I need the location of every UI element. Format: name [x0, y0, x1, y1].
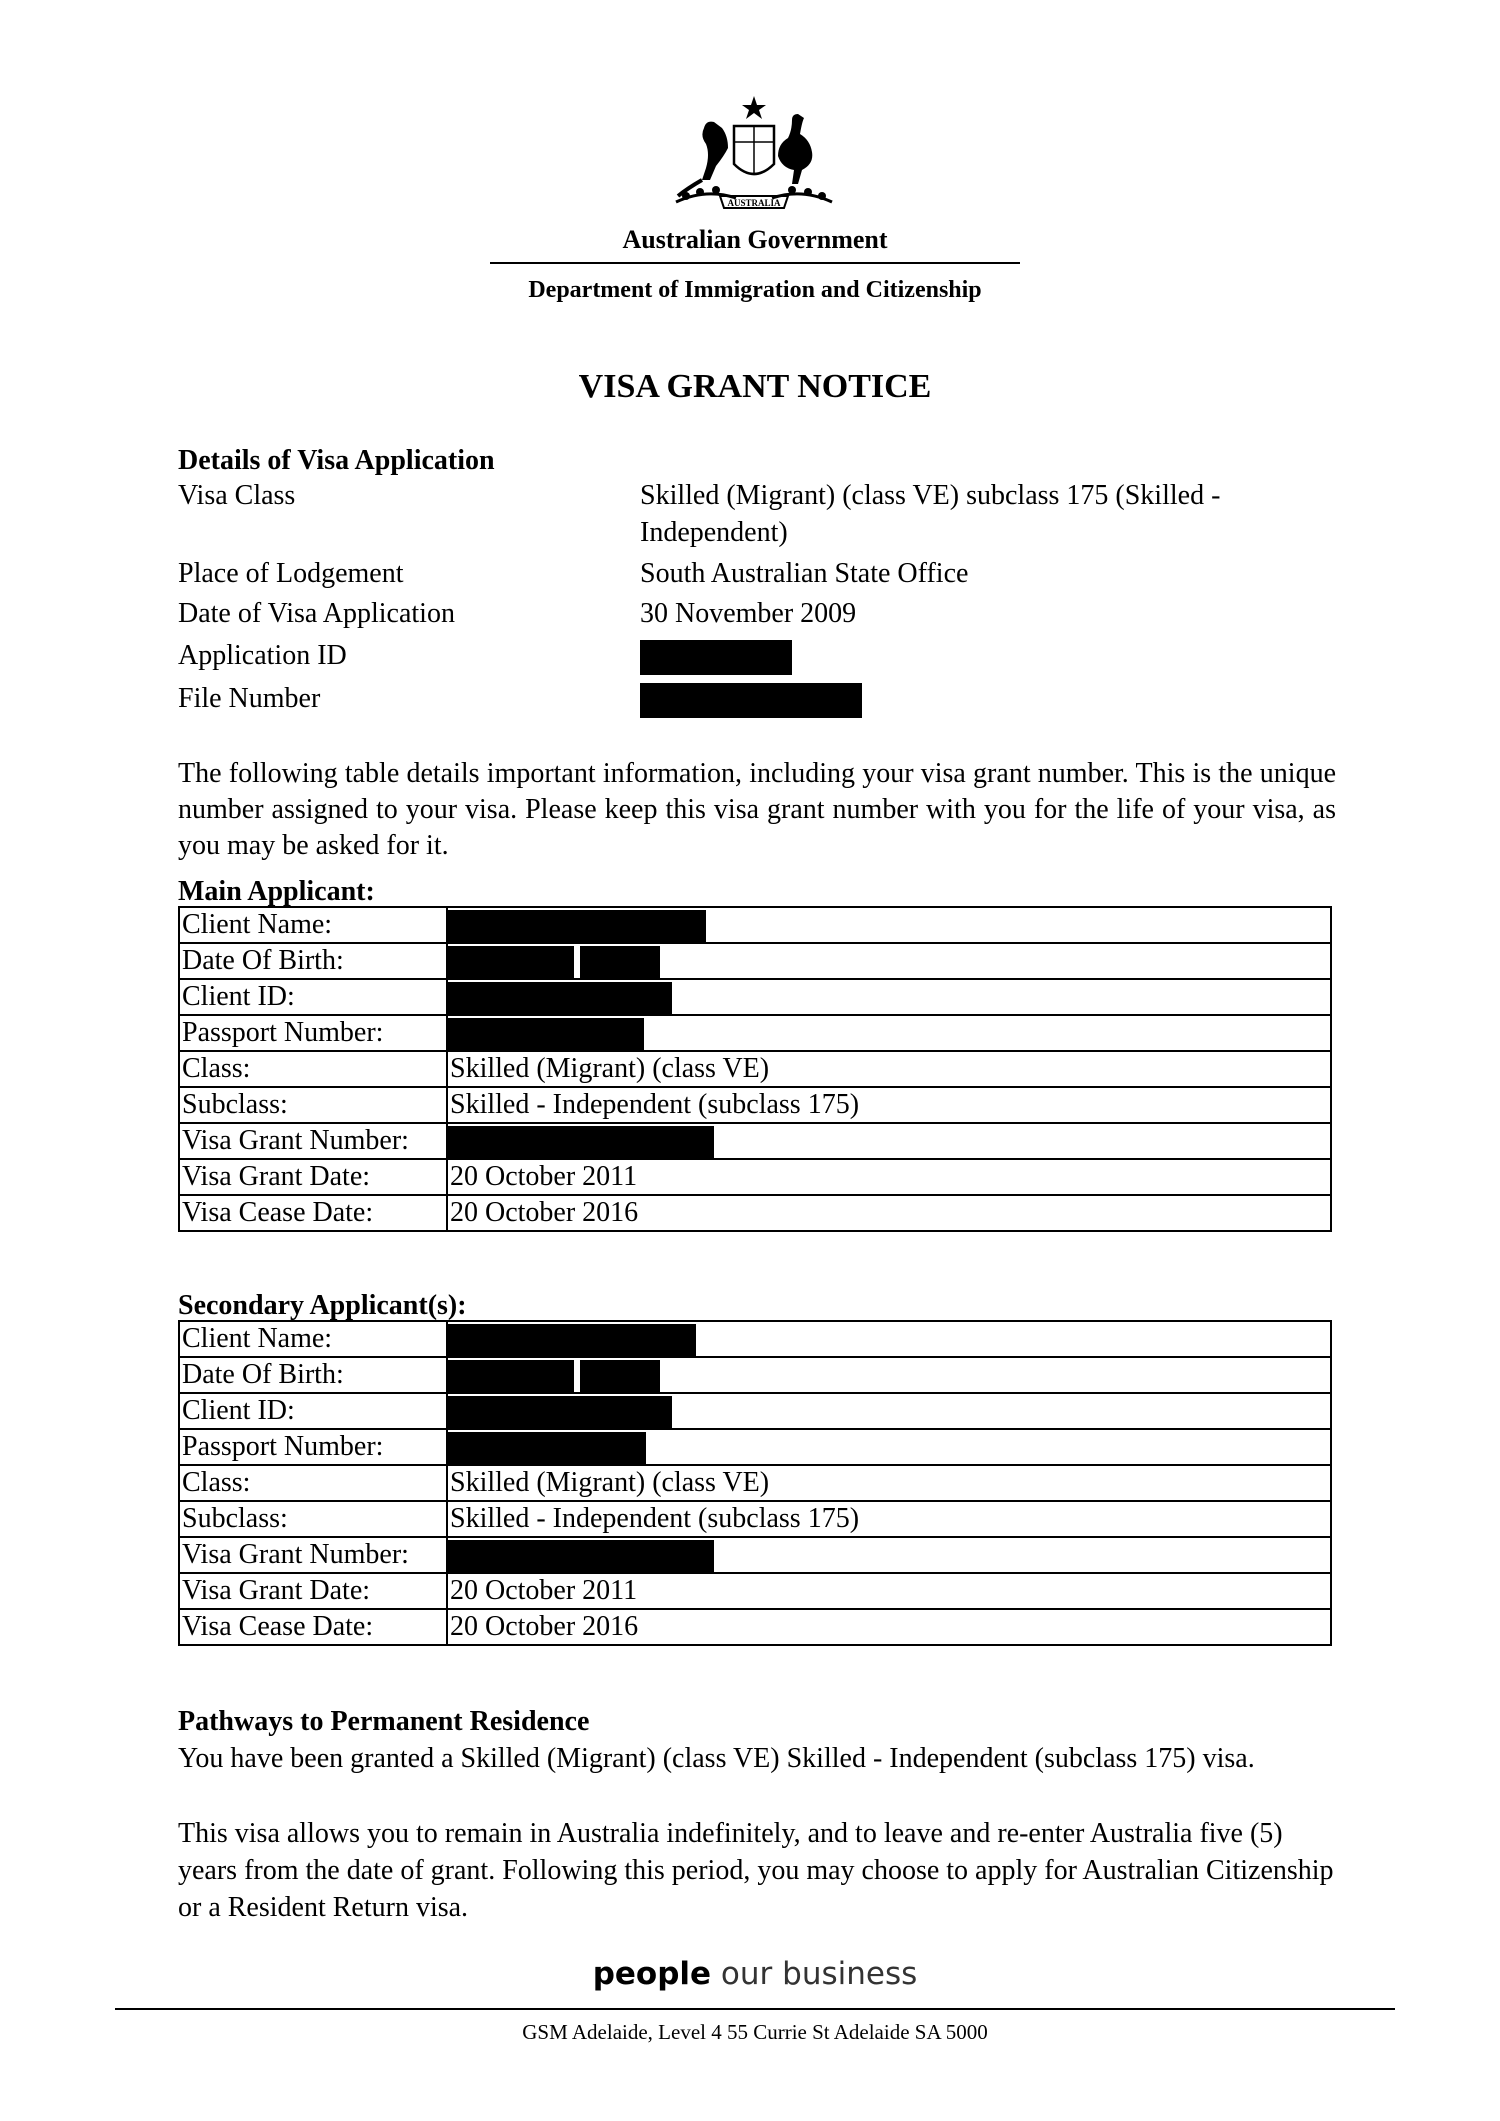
file-number-label: File Number — [178, 683, 321, 714]
redaction-block — [448, 1396, 672, 1428]
table-row — [179, 1087, 1331, 1123]
grant-date-label: Visa Grant Date: — [179, 1573, 447, 1609]
grant-date-value: 20 October 2011 — [447, 1573, 1331, 1609]
application-id-label: Application ID — [178, 640, 347, 671]
redaction-block — [580, 1360, 660, 1392]
coat-of-arms-icon — [666, 92, 842, 228]
table-row — [179, 1321, 1331, 1357]
grant-date-label: Visa Grant Date: — [179, 1159, 447, 1195]
redaction-block — [448, 946, 574, 978]
client-id-label: Client ID: — [179, 1393, 447, 1429]
redaction-block — [448, 982, 672, 1014]
tagline-light: our business — [711, 1956, 918, 1992]
table-row — [179, 1357, 1331, 1393]
crest-banner-text: AUSTRALIA — [727, 198, 781, 208]
redaction-block — [580, 946, 660, 978]
table-row — [179, 1573, 1331, 1609]
secondary-applicant-heading: Secondary Applicant(s): — [178, 1290, 467, 1321]
table-row — [179, 1609, 1331, 1645]
redaction-block — [448, 1018, 644, 1050]
redaction-block — [448, 1126, 714, 1158]
cease-date-value: 20 October 2016 — [447, 1609, 1331, 1645]
grant-date-value: 20 October 2011 — [447, 1159, 1331, 1195]
subclass-value: Skilled - Independent (subclass 175) — [447, 1087, 1331, 1123]
dob-label: Date Of Birth: — [179, 943, 447, 979]
grant-number-label: Visa Grant Number: — [179, 1537, 447, 1573]
table-row — [179, 979, 1331, 1015]
department-name: Department of Immigration and Citizenship — [528, 277, 982, 303]
client-name-value — [447, 907, 1331, 943]
file-number-redaction — [640, 683, 862, 718]
table-row — [179, 1015, 1331, 1051]
passport-value — [447, 1429, 1331, 1465]
dob-value — [447, 1357, 1331, 1393]
client-name-label: Client Name: — [179, 907, 447, 943]
dob-value — [447, 943, 1331, 979]
table-row — [179, 1501, 1331, 1537]
class-label: Class: — [179, 1465, 447, 1501]
cease-date-label: Visa Cease Date: — [179, 1195, 447, 1231]
redaction-block — [448, 1432, 646, 1464]
lodgement-label: Place of Lodgement — [178, 558, 404, 589]
intro-paragraph: The following table details important information, including your visa grant number. This is the unique number assigned to your visa. Please keep this visa grant number with you for the life of your visa, as you may be asked for it. — [178, 758, 1336, 861]
pathways-paragraph-1: You have been granted a Skilled (Migrant) (class VE) Skilled - Independent (subclass 175) visa. — [178, 1743, 1255, 1774]
table-row — [179, 1051, 1331, 1087]
footer-tagline — [0, 1956, 1500, 1992]
dob-label: Date Of Birth: — [179, 1357, 447, 1393]
class-value: Skilled (Migrant) (class VE) — [447, 1465, 1331, 1501]
application-id-redaction — [640, 640, 792, 675]
client-name-value — [447, 1321, 1331, 1357]
grant-number-label: Visa Grant Number: — [179, 1123, 447, 1159]
table-row — [179, 1465, 1331, 1501]
main-applicant-heading: Main Applicant: — [178, 876, 375, 907]
table-row — [179, 1393, 1331, 1429]
redaction-block — [448, 1360, 574, 1392]
tagline-bold: people — [592, 1956, 712, 1992]
client-id-label: Client ID: — [179, 979, 447, 1015]
pathways-heading: Pathways to Permanent Residence — [178, 1706, 590, 1737]
table-row — [179, 943, 1331, 979]
subclass-value: Skilled - Independent (subclass 175) — [447, 1501, 1331, 1537]
passport-label: Passport Number: — [179, 1015, 447, 1051]
secondary-applicant-table — [178, 1320, 1332, 1646]
passport-label: Passport Number: — [179, 1429, 447, 1465]
application-details-heading: Details of Visa Application — [178, 445, 495, 476]
lodgement-value: South Australian State Office — [640, 558, 969, 589]
class-value: Skilled (Migrant) (class VE) — [447, 1051, 1331, 1087]
page-title: VISA GRANT NOTICE — [578, 368, 932, 405]
application-date-value: 30 November 2009 — [640, 598, 857, 629]
government-name: Australian Government — [622, 225, 888, 254]
client-name-label: Client Name: — [179, 1321, 447, 1357]
visa-class-label: Visa Class — [178, 480, 296, 511]
client-id-value — [447, 979, 1331, 1015]
cease-date-value: 20 October 2016 — [447, 1195, 1331, 1231]
visa-class-value: Skilled (Migrant) (class VE) subclass 175 (Skilled - Independent) — [640, 480, 1221, 548]
class-label: Class: — [179, 1051, 447, 1087]
main-applicant-table — [178, 906, 1332, 1232]
grant-number-value — [447, 1537, 1331, 1573]
redaction-block — [448, 1540, 714, 1572]
letterhead-divider — [490, 262, 1020, 264]
table-row — [179, 1159, 1331, 1195]
table-row — [179, 907, 1331, 943]
client-id-value — [447, 1393, 1331, 1429]
table-row — [179, 1195, 1331, 1231]
cease-date-label: Visa Cease Date: — [179, 1609, 447, 1645]
grant-number-value — [447, 1123, 1331, 1159]
footer-address: GSM Adelaide, Level 4 55 Currie St Adelaide SA 5000 — [522, 2020, 988, 2044]
table-row — [179, 1429, 1331, 1465]
redaction-block — [448, 910, 706, 942]
subclass-label: Subclass: — [179, 1501, 447, 1537]
pathways-paragraph-2: This visa allows you to remain in Australia indefinitely, and to leave and re-enter Australia five (5) years from the date of grant. Following this period, you may choose to apply for Australian Citizenship or a Resident Return visa. — [178, 1818, 1334, 1923]
subclass-label: Subclass: — [179, 1087, 447, 1123]
passport-value — [447, 1015, 1331, 1051]
application-date-label: Date of Visa Application — [178, 598, 455, 629]
table-row — [179, 1123, 1331, 1159]
footer-divider — [115, 2008, 1395, 2010]
redaction-block — [448, 1324, 696, 1356]
table-row — [179, 1537, 1331, 1573]
